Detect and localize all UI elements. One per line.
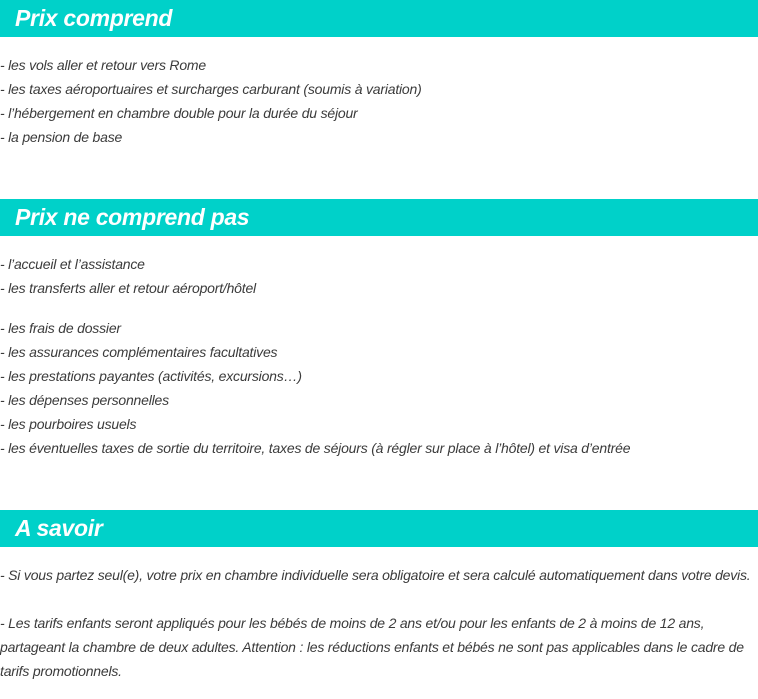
list-item: - les prestations payantes (activités, excursions…)	[0, 368, 302, 384]
list-item: - l’hébergement en chambre double pour la durée du séjour	[0, 105, 358, 121]
list-item: - les pourboires usuels	[0, 416, 137, 432]
list-item: - les éventuelles taxes de sortie du territoire, taxes de séjours (à régler sur place à l’hôtel) et visa d’entrée	[0, 440, 631, 456]
list-item: - les dépenses personnelles	[0, 392, 169, 408]
list-item: - les frais de dossier	[0, 320, 121, 336]
list-item: - l’accueil et l’assistance	[0, 256, 145, 272]
list-item: - les taxes aéroportuaires et surcharges carburant (soumis à variation)	[0, 81, 422, 97]
list-item: - la pension de base	[0, 129, 123, 145]
list-item: - les assurances complémentaires facultatives	[0, 344, 278, 360]
section-header-not-included: Prix ne comprend pas	[0, 199, 758, 236]
list-item: - les vols aller et retour vers Rome	[0, 57, 206, 73]
section-header-good-to-know: A savoir	[0, 510, 758, 547]
paragraph-solo-traveler: - Si vous partez seul(e), votre prix en chambre individuelle sera obligatoire et sera calculé automatiquement dans votre devis.	[0, 567, 751, 583]
section-header-included: Prix comprend	[0, 0, 758, 37]
list-item: - les transferts aller et retour aéroport/hôtel	[0, 280, 256, 296]
paragraph-child-rates: - Les tarifs enfants seront appliqués pour les bébés de moins de 2 ans et/ou pour les enfants de 2 à moins de 12 ans, partageant la chambre de deux adultes. Attention : les réductions enfants et bébés ne sont pas applicables dans le cadre de tarifs promotionnels.	[0, 615, 744, 679]
